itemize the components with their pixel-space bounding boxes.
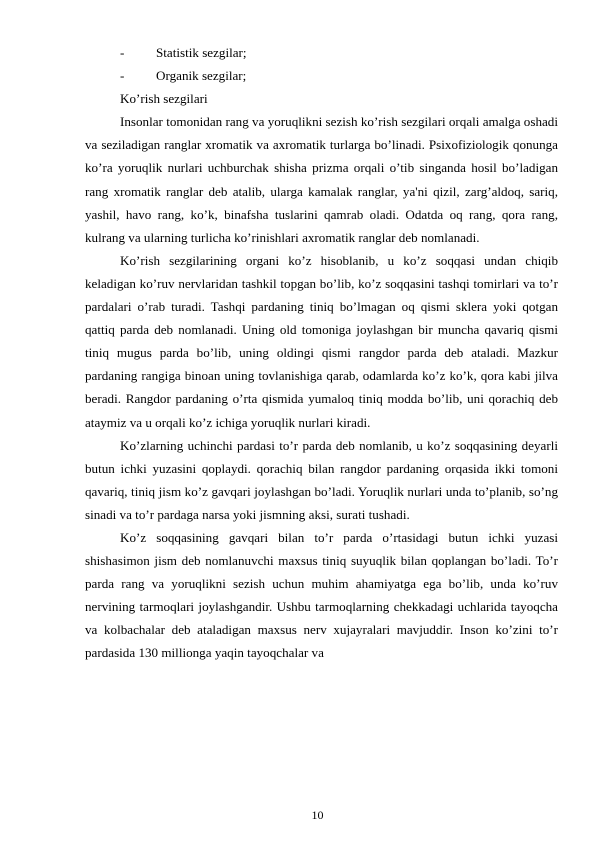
paragraph-4: Ko’z soqqasining gavqari bilan to’r parda o’rtasidagi butun ichki yuzasi shishasimon jism deb nomlanuvchi maxsus tiniq suyuqlik bilan qoplangan bo’ladi. To’r parda rang va yoruqlikni sezish uchun muhim ahamiyatga ega bo’lib, unda ko’ruv nervining tarmoqlari joylashgandir. Ushbu tarmoqlarning chekkadagi uchlarida tayoqcha va kolbachalar deb ataladigan maxsus nerv xujayralari mavjuddir. Inson ko’zini to’r pardasida 130 millionga yaqin tayoqchalar va xyxy=(85,529,558,661)
paragraph-3: Ko’zlarning uchinchi pardasi to’r parda deb nomlanib, u ko’z soqqasining deyarli butun ichki yuzasini qoplaydi. qorachiq bilan rangdor pardaning orqasida ikki tomoni qavariq, tiniq jism ko’z gavqari joylashgan bo’ladi. Yoruqlik nurlari unda to’planib, so’ng sinadi va to’r pardaga narsa yoki jismning aksi, surati tushadi. xyxy=(85,437,558,522)
page-content xyxy=(85,41,558,665)
list-dash: - xyxy=(120,45,125,60)
list-item-statistik xyxy=(85,41,558,64)
paragraph-1: Insonlar tomonidan rang va yoruqlikni sezish ko’rish sezgilari orqali amalga oshadi va seziladigan ranglar xromatik va axromatik turlarga bo’linadi. Psixofiziologik qonunga ko’ra yoruqlik nurlari uchburchak shisha prizma orqali o’tib singanda hosil bo’ladigan rang xromatik ranglar deb atalib, ularga kamalak ranglar, ya'ni qizil, zarg’aldoq, sariq, yashil, havo rang, ko’k, binafsha tuslarini qamrab oladi. Odatda oq rang, qora rang, kulrang va ularning turlicha ko’rinishlari axromatik ranglar deb nomlanadi. xyxy=(85,114,558,245)
list-item-text: Statistik sezgilar; xyxy=(156,45,247,60)
page-number: 10 xyxy=(311,808,324,822)
paragraph-2: Ko’rish sezgilarining organi ko’z hisoblanib, u ko’z soqqasi undan chiqib keladigan ko’ruv nervlaridan tashkil topgan bo’lib, ko’z soqqasini tashqi tomirlari va to’r pardalari o’rab turadi. Tashqi pardaning tiniq bo’lmagan oq qismi sklera yoki qotgan qattiq parda deb nomlanadi. Uning old tomoniga joylashgan bir muncha qavariq qismi tiniq mugus parda bo’lib, uning oldingi qismi rangdor parda deb ataladi. Mazkur pardaning rangiga binoan uning tovlanishiga qarab, odamlarda ko’z ko’k, qora kabi jilva beradi. Rangdor pardaning o’rta qismida yumaloq tiniq modda bo’lib, uni qorachiq deb ataymiz va u orqali ko’z ichiga yoruqlik nurlari kiradi. xyxy=(85,252,558,430)
list-item-organik xyxy=(85,64,558,87)
section-heading: Ko’rish sezgilari xyxy=(120,91,208,107)
list-item-text: Organik sezgilar; xyxy=(156,68,247,84)
list-dash: - xyxy=(120,68,125,84)
